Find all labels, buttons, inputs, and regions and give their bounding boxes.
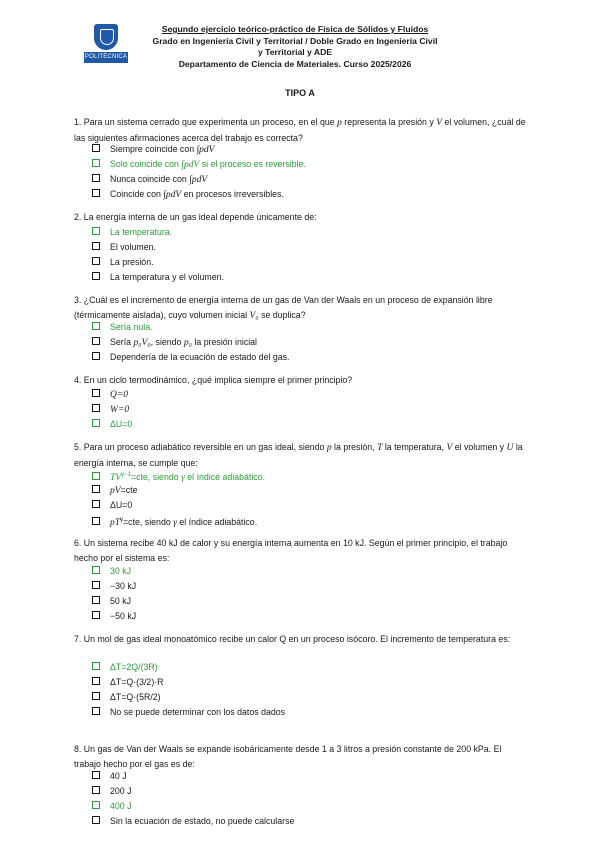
exam-title: Segundo ejercicio teórico-práctico de Física de Sólidos y Fluidos — [161, 24, 429, 34]
q5-option-b[interactable]: pV=cte — [92, 484, 137, 497]
document-header — [140, 24, 450, 70]
q5-option-a[interactable]: $TV^{\gamma-1}=cte$, siendo γ el índice adiabático. — [92, 469, 265, 484]
question-1: 1. Para un sistema cerrado que experimenta un proceso, en el que p representa la presión y V el volumen, ¿cuál de las siguientes afirmaciones acerca del trabajo es correcta? — [74, 117, 526, 143]
checkbox-icon — [92, 816, 100, 824]
checkbox-icon — [92, 419, 100, 427]
q1-option-c[interactable]: Nunca coincide con ∫pdV — [92, 173, 207, 186]
q8-option-c[interactable]: 400 J — [92, 800, 132, 812]
q6-option-d[interactable]: −50 kJ — [92, 610, 136, 622]
department-line: Departamento de Ciencia de Materiales. Curso 2025/2026 — [178, 58, 412, 69]
q7-option-c[interactable]: ΔT=Q·(5R/2) — [92, 691, 161, 703]
checkbox-icon — [92, 189, 100, 197]
q4-option-b[interactable]: W=0 — [92, 403, 129, 416]
checkbox-icon — [92, 662, 100, 670]
q1-option-b[interactable]: Solo coincide con ∫pdV si el proceso es reversible. — [92, 158, 306, 171]
checkbox-icon — [92, 801, 100, 809]
checkbox-icon — [92, 596, 100, 604]
checkbox-icon — [92, 677, 100, 685]
q2-option-b[interactable]: El volumen. — [92, 241, 156, 253]
checkbox-icon — [92, 611, 100, 619]
checkbox-icon — [92, 159, 100, 167]
shield-icon — [94, 24, 118, 50]
q4-option-c[interactable]: ΔU=0 — [92, 418, 132, 430]
checkbox-icon — [92, 517, 100, 525]
question-5: 5. Para un proceso adiabático reversible en un gas ideal, siendo p la presión, T la temperatura, V el volumen y U la energía interna, se cumple que: — [74, 442, 523, 468]
checkbox-icon — [92, 242, 100, 250]
q3-option-c[interactable]: Dependería de la ecuación de estado del gas. — [92, 351, 290, 363]
q2-option-c[interactable]: La presión. — [92, 256, 154, 268]
question-6: 6. Un sistema recibe 40 kJ de calor y su energía interna aumenta en 10 kJ. Según el primer principio, el trabajo hecho por el sistema es: — [74, 538, 508, 563]
q6-option-b[interactable]: −30 kJ — [92, 580, 136, 592]
q8-option-d[interactable]: Sin la ecuación de estado, no puede calcularse — [92, 815, 294, 827]
checkbox-icon — [92, 566, 100, 574]
checkbox-icon — [92, 707, 100, 715]
q5-option-c[interactable]: ΔU=0 — [92, 499, 132, 511]
q5-option-d[interactable]: $pT^\gamma=cte$, siendo γ el índice adiabático. — [92, 514, 257, 529]
checkbox-icon — [92, 322, 100, 330]
q2-option-d[interactable]: La temperatura y el volumen. — [92, 271, 224, 283]
checkbox-icon — [92, 227, 100, 235]
checkbox-icon — [92, 174, 100, 182]
q4-option-a[interactable]: Q=0 — [92, 388, 128, 401]
question-3: 3. ¿Cuál es el incremento de energía interna de un gas de Van der Waals en un proceso de expansión libre (térmicamente aislada), cuyo volumen inicial V₀ se duplica? — [74, 295, 493, 321]
question-2: 2. La energía interna de un gas ideal depende únicamente de: — [74, 212, 317, 222]
q8-option-b[interactable]: 200 J — [92, 785, 132, 797]
question-7: 7. Un mol de gas ideal monoatómico recibe un calor Q en un proceso isócoro. El incremento de temperatura es: — [74, 634, 511, 644]
q3-option-a[interactable]: Sería nula. — [92, 321, 153, 333]
checkbox-icon — [92, 771, 100, 779]
q7-option-a[interactable]: ΔT=2Q/(3R) — [92, 661, 158, 673]
q3-option-b[interactable]: Sería p₀V₀, siendo p₀ la presión inicial — [92, 336, 257, 349]
checkbox-icon — [92, 472, 100, 480]
checkbox-icon — [92, 257, 100, 265]
logo-text: POLITÉCNICA — [84, 52, 128, 63]
exam-type: TIPO A — [285, 88, 315, 98]
checkbox-icon — [92, 581, 100, 589]
university-logo — [84, 24, 128, 64]
question-8: 8. Un gas de Van der Waals se expande isobáricamente desde 1 a 3 litros a presión constante de 200 kPa. El trabajo hecho por el gas es de: — [74, 744, 502, 769]
q7-option-d[interactable]: No se puede determinar con los datos dados — [92, 706, 285, 718]
checkbox-icon — [92, 144, 100, 152]
checkbox-icon — [92, 352, 100, 360]
q6-option-c[interactable]: 50 kJ — [92, 595, 131, 607]
checkbox-icon — [92, 337, 100, 345]
checkbox-icon — [92, 500, 100, 508]
q7-option-b[interactable]: ΔT=Q·(3/2)·R — [92, 676, 164, 688]
q1-option-a[interactable]: Siempre coincide con ∫pdV — [92, 143, 214, 156]
q6-option-a[interactable]: 30 kJ — [92, 565, 131, 577]
checkbox-icon — [92, 692, 100, 700]
q8-option-a[interactable]: 40 J — [92, 770, 127, 782]
degree-line: Grado en Ingeniería Civil y Territorial / Doble Grado en Ingeniería Civil — [152, 35, 438, 46]
checkbox-icon — [92, 485, 100, 493]
degree-line-2: y Territorial y ADE — [257, 47, 333, 57]
q2-option-a[interactable]: La temperatura. — [92, 226, 172, 238]
q1-option-d[interactable]: Coincide con ∫pdV en procesos irreversibles. — [92, 188, 284, 201]
checkbox-icon — [92, 786, 100, 794]
checkbox-icon — [92, 404, 100, 412]
checkbox-icon — [92, 272, 100, 280]
checkbox-icon — [92, 389, 100, 397]
question-4: 4. En un ciclo termodinámico, ¿qué implica siempre el primer principio? — [74, 375, 353, 385]
